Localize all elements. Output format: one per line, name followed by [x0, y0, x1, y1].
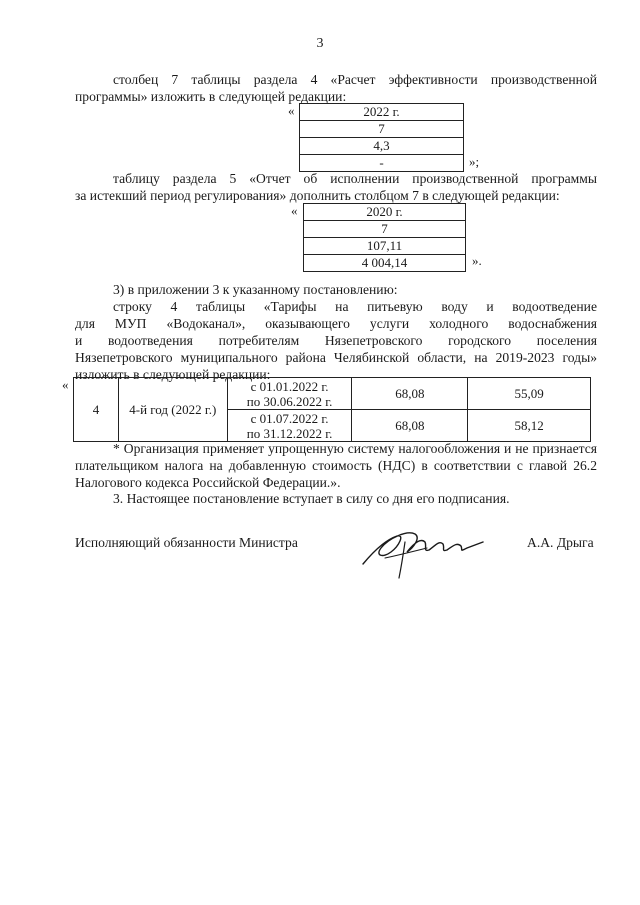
tariff-value2: 55,09: [468, 378, 591, 410]
footnote-line3: Налогового кодекса Российской Федерации.».: [75, 475, 341, 490]
tariff-year: 4-й год (2022 г.): [118, 378, 227, 442]
table5-text-line1: таблицу раздела 5 «Отчет об исполнении производственной программы: [113, 171, 597, 186]
col7-open-quote: «: [288, 103, 295, 118]
tariff-period-to: по 31.12.2022 г.: [246, 425, 333, 441]
col7-cell-year: 2022 г.: [300, 104, 464, 121]
table5-close-quote: ».: [472, 253, 482, 268]
handwritten-signature: [355, 512, 495, 584]
tariff-table: [73, 377, 591, 442]
appendix-line2: строку 4 таблицы «Тарифы на питьевую воду и водоотведение: [113, 299, 597, 314]
tariff-row: [74, 378, 591, 410]
col7-cell-value: -: [300, 155, 464, 172]
col7-text-line1: столбец 7 таблицы раздела 4 «Расчет эффективности производственной: [113, 72, 597, 87]
table5-cell-value: 107,11: [304, 238, 466, 255]
footnote-line2: плательщиком налога на добавленную стоимость (НДС) в соответствии с главой 26.2: [75, 458, 597, 473]
col7-table: [299, 103, 464, 172]
tariff-value2: 58,12: [468, 410, 591, 442]
col7-cell-value: 7: [300, 121, 464, 138]
col7-text-line2: программы» изложить в следующей редакции:: [75, 89, 347, 104]
col7-cell-value: 4,3: [300, 138, 464, 155]
tariff-value1: 68,08: [352, 378, 468, 410]
table5-cell-year: 2020 г.: [304, 204, 466, 221]
table5-cell-value: 4 004,14: [304, 255, 466, 272]
table5-table: [303, 203, 466, 272]
tariff-period-to: по 30.06.2022 г.: [246, 393, 333, 409]
tariff-value1: 68,08: [352, 410, 468, 442]
table5-cell-value: 7: [304, 221, 466, 238]
page-number: 3: [316, 36, 324, 51]
appendix-line3: для МУП «Водоканал», оказывающего услуги холодного водоснабжения: [75, 316, 597, 331]
tariff-period-from: с 01.07.2022 г.: [250, 410, 329, 426]
footnote-line1: * Организация применяет упрощенную систему налогообложения и не признается: [113, 441, 597, 456]
tariff-period-from: с 01.01.2022 г.: [250, 378, 329, 394]
signatory-name: А.А. Дрыга: [527, 535, 594, 550]
clause-3: 3. Настоящее постановление вступает в силу со дня его подписания.: [113, 491, 510, 506]
appendix-line1: 3) в приложении 3 к указанному постановлению:: [113, 282, 398, 297]
tariff-open-quote: «: [62, 377, 69, 392]
signatory-position: Исполняющий обязанности Министра: [75, 535, 298, 550]
tariff-period: [227, 410, 352, 442]
tariff-period: [227, 378, 352, 410]
appendix-line4: и водоотведения потребителям Нязепетровского городского поселения: [75, 333, 597, 348]
appendix-line6: изложить в следующей редакции:: [75, 367, 271, 382]
appendix-line5: Нязепетровского муниципального района Челябинской области, на 2019-2023 годы»: [75, 350, 597, 365]
table5-open-quote: «: [291, 203, 298, 218]
table5-text-line2: за истекший период регулирования» дополнить столбцом 7 в следующей редакции:: [75, 188, 560, 203]
col7-close-quote: »;: [469, 154, 480, 169]
tariff-row-number: 4: [74, 378, 119, 442]
